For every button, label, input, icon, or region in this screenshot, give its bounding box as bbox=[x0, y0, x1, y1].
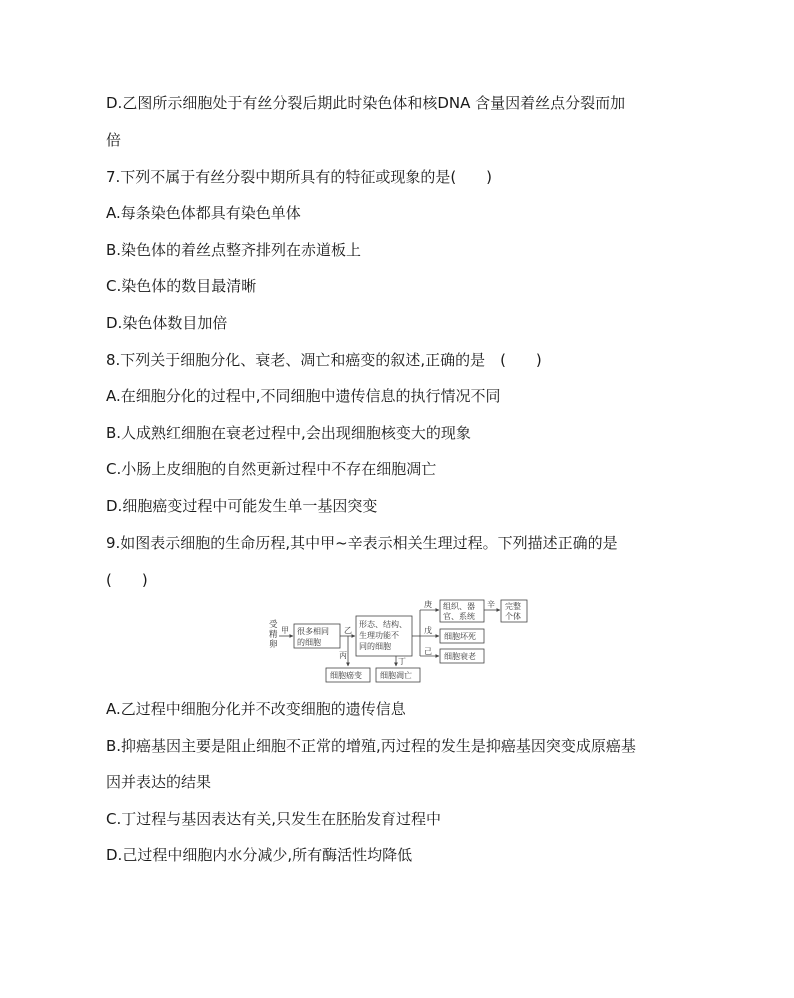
process-jia-label: 甲 bbox=[281, 626, 289, 635]
q8-option-d: D.细胞癌变过程中可能发生单一基因突变 bbox=[106, 497, 378, 515]
cell-life-history-diagram bbox=[264, 596, 536, 688]
many-cells-text-1: 很多相同 bbox=[297, 627, 329, 636]
process-xin-label: 辛 bbox=[487, 600, 495, 609]
q8-option-a: A.在细胞分化的过程中,不同细胞中遗传信息的执行情况不同 bbox=[106, 387, 501, 405]
tissue-text-2: 官、系统 bbox=[443, 612, 475, 621]
process-geng-label: 庚 bbox=[424, 600, 432, 609]
tissue-text-1: 组织、器 bbox=[443, 602, 475, 611]
fertilized-egg-char-2: 精 bbox=[269, 630, 278, 640]
q9-option-b-line2: 因并表达的结果 bbox=[106, 773, 212, 791]
q8-stem: 8.下列关于细胞分化、衰老、凋亡和癌变的叙述,正确的是 ( ) bbox=[106, 351, 542, 369]
q7-option-b: B.染色体的着丝点整齐排列在赤道板上 bbox=[106, 241, 362, 259]
q9-option-b-line1: B.抑癌基因主要是阻止细胞不正常的增殖,丙过程的发生是抑癌基因突变成原癌基 bbox=[106, 737, 636, 755]
cancer-text: 细胞癌变 bbox=[330, 671, 362, 680]
q9-stem: 9.如图表示细胞的生命历程,其中甲~辛表示相关生理过程。下列描述正确的是 bbox=[106, 534, 618, 552]
q8-option-c: C.小肠上皮细胞的自然更新过程中不存在细胞凋亡 bbox=[106, 460, 437, 478]
q7-option-d: D.染色体数目加倍 bbox=[106, 314, 228, 332]
whole-text-1: 完整 bbox=[505, 602, 521, 611]
whole-text-2: 个体 bbox=[505, 612, 521, 621]
q7-stem: 7.下列不属于有丝分裂中期所具有的特征或现象的是( ) bbox=[106, 168, 493, 186]
diff-cells-text-1: 形态、结构、 bbox=[359, 620, 407, 629]
fertilized-egg-char-1: 受 bbox=[269, 620, 278, 630]
process-bing-label: 丙 bbox=[339, 651, 347, 660]
diff-cells-text-3: 同的细胞 bbox=[359, 642, 391, 651]
process-ding-label: 丁 bbox=[398, 657, 406, 666]
apoptosis-text: 细胞凋亡 bbox=[380, 671, 412, 680]
process-ji-label: 己 bbox=[424, 647, 432, 656]
many-cells-text-2: 的细胞 bbox=[297, 638, 321, 647]
aging-text: 细胞衰老 bbox=[444, 652, 476, 661]
process-yi-label: 乙 bbox=[344, 626, 352, 635]
q7-option-a: A.每条染色体都具有染色单体 bbox=[106, 204, 301, 222]
fertilized-egg-char-3: 卵 bbox=[269, 640, 278, 650]
q6-option-d-line2: 倍 bbox=[106, 131, 122, 149]
q6-option-d-line1: D.乙图所示细胞处于有丝分裂后期此时染色体和核DNA 含量因着丝点分裂而加 bbox=[106, 94, 626, 112]
q9-option-d: D.己过程中细胞内水分减少,所有酶活性均降低 bbox=[106, 846, 413, 864]
necrosis-text: 细胞坏死 bbox=[444, 632, 476, 641]
q7-option-c: C.染色体的数目最清晰 bbox=[106, 277, 257, 295]
diff-cells-text-2: 生理功能不 bbox=[359, 631, 399, 640]
q9-option-c: C.丁过程与基因表达有关,只发生在胚胎发育过程中 bbox=[106, 810, 442, 828]
q8-option-b: B.人成熟红细胞在衰老过程中,会出现细胞核变大的现象 bbox=[106, 424, 471, 442]
process-wu-label: 戊 bbox=[424, 626, 432, 635]
diagram-svg bbox=[264, 596, 536, 688]
q9-option-a: A.乙过程中细胞分化并不改变细胞的遗传信息 bbox=[106, 700, 406, 718]
q9-answer-blank: ( ) bbox=[106, 571, 148, 589]
